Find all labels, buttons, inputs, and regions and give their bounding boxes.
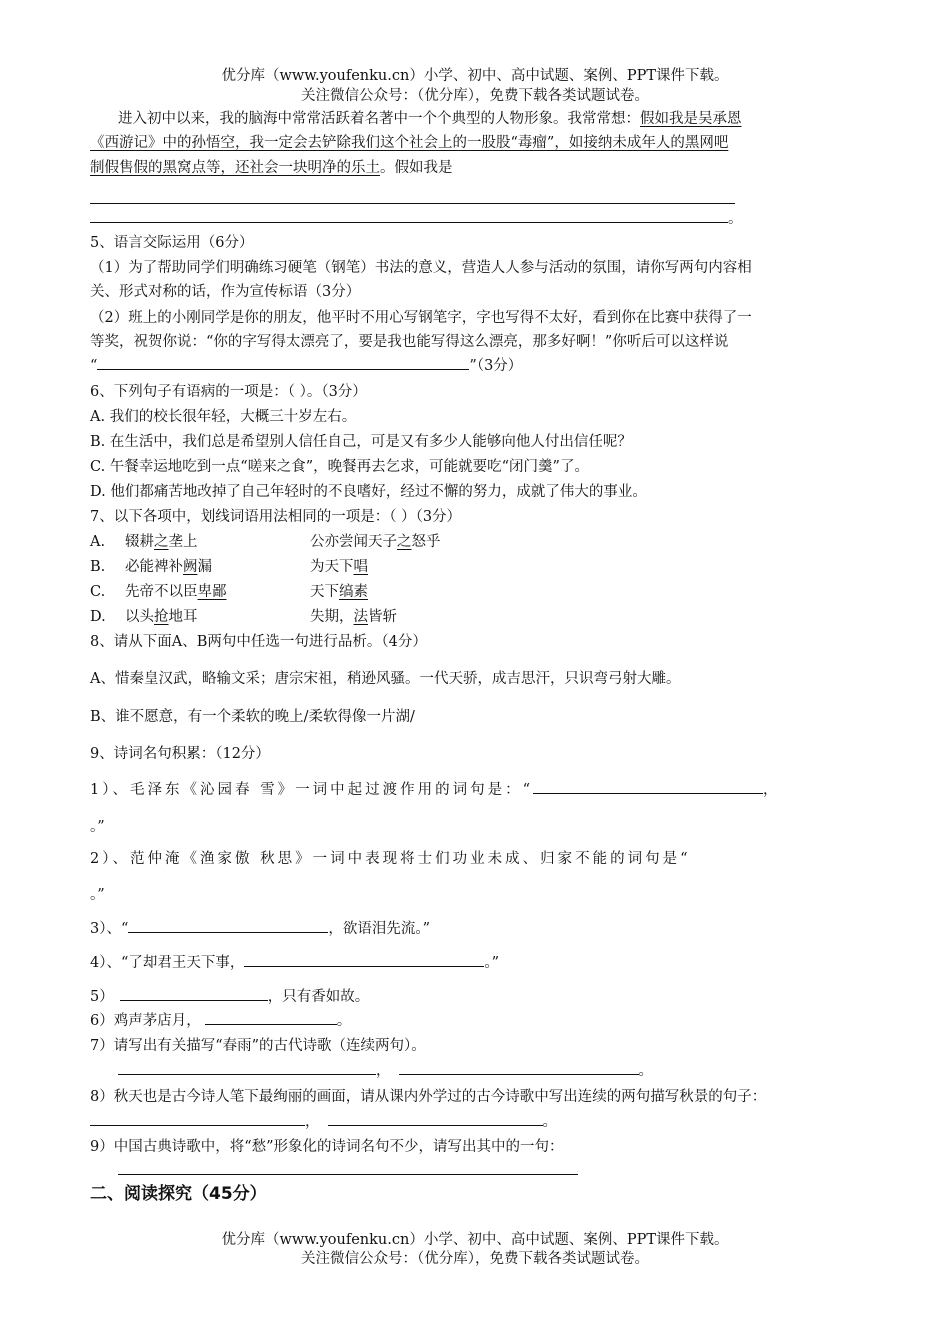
q6-option-c: C. 午餐幸运地吃到一点“嗟来之食”，晚餐再去乞求，可能就要吃“闭门羹”了。	[90, 459, 589, 475]
q5-title: 5、语言交际运用（6分）	[90, 235, 254, 251]
q7-option-a: A. 辍耕之垄上	[90, 534, 198, 550]
q8-title: 8、请从下面A、B两句中任选一句进行品析。（4分）	[90, 634, 427, 650]
q5-s1-line-1: （1）为了帮助同学们明确练习硬笔（钢笔）书法的意义，营造人人参与活动的氛围，请你写两句内容相	[90, 260, 752, 276]
header-line-1: 优分库（www.youfenku.cn）小学、初中、高中试题、案例、PPT课件下载。	[221, 68, 729, 84]
q8-sentence-b: B、谁不愿意，有一个柔软的晚上/柔软得像一片湖/	[90, 709, 415, 725]
q7-option-d: D. 以头抢地耳	[90, 609, 198, 625]
section-2-title: 二、阅读探究（45分）	[90, 1184, 267, 1204]
q8-sentence-a: A、惜秦皇汉武，略输文采；唐宗宋祖，稍逊风骚。一代天骄，成吉思汗，只识弯弓射大雕。	[90, 671, 681, 687]
q9-item-1-end: 。”	[90, 819, 105, 835]
q6-option-d: D. 他们都痛苦地改掉了自己年轻时的不良嗜好，经过不懈的努力，成就了伟大的事业。	[90, 484, 647, 500]
q9-blank-3[interactable]	[128, 918, 328, 933]
q7-option-d-right: 失期，法皆斩	[310, 609, 397, 625]
q9-item-3: 3）、“ ，欲语泪先流。”	[90, 918, 430, 940]
q9-item-8-answer: ， 。	[90, 1111, 557, 1133]
q6-option-b: B. 在生活中，我们总是希望别人信任自己，可是又有多少人能够向他人付出信任呢？	[90, 434, 632, 450]
q9-item-2: 2）、范仲淹《渔家傲 秋思》一词中表现将士们功业未成、归家不能的词句是“	[90, 851, 691, 867]
q7-option-b-right: 为天下唱	[310, 559, 368, 575]
q9-item-6: 6）鸡声茅店月， 。	[90, 1010, 351, 1032]
q9-blank-7a[interactable]	[118, 1060, 376, 1075]
q7-option-c: C. 先帝不以臣卑鄙	[90, 584, 227, 600]
q9-blank-9[interactable]	[118, 1160, 578, 1175]
q5-s1-line-2: 关、形式对称的话，作为宣传标语（3分）	[90, 284, 361, 300]
q6-option-a: A. 我们的校长很年轻，大概三十岁左右。	[90, 409, 357, 425]
q9-item-8: 8）秋天也是古今诗人笔下最绚丽的画面，请从课内外学过的古今诗歌中写出连续的两句描写秋景的句子：	[90, 1089, 767, 1105]
q9-item-1: 1）、毛泽东《沁园春 雪》一词中起过渡作用的词句是：“ ，	[90, 779, 781, 801]
footer-line-2: 关注微信公众号：（优分库），免费下载各类试题试卷。	[301, 1251, 649, 1267]
q5-s2-line-2: 等奖，祝贺你说：“你的字写得太漂亮了，要是我也能写得这么漂亮，那多好啊！”你听后可以这样说	[90, 334, 729, 350]
q5-s2-answer-line: “ ”（3分）	[90, 355, 522, 377]
q9-title: 9、诗词名句积累：（12分）	[90, 746, 270, 762]
q6-title: 6、下列句子有语病的一项是：（ ）。（3分）	[90, 384, 367, 400]
q9-blank-5[interactable]	[120, 986, 268, 1001]
q5-answer-blank[interactable]	[97, 355, 469, 370]
q9-blank-6[interactable]	[205, 1010, 337, 1025]
q9-item-4: 4）、“了却君王天下事， 。”	[90, 952, 499, 974]
q7-option-b: B. 必能裨补阙漏	[90, 559, 212, 575]
q9-item-7-answer: ， 。	[118, 1060, 653, 1082]
q9-item-9: 9）中国古典诗歌中，将“愁”形象化的诗词名句不少，请写出其中的一句：	[90, 1139, 564, 1155]
q9-blank-1[interactable]	[533, 779, 763, 794]
footer-line-1: 优分库（www.youfenku.cn）小学、初中、高中试题、案例、PPT课件下载。	[221, 1232, 729, 1248]
intro-line-3: 制假售假的黑窝点等，还社会一块明净的乐土。假如我是	[90, 160, 453, 176]
q7-option-a-right: 公亦尝闻天子之怒乎	[310, 534, 441, 550]
q5-s2-line-1: （2）班上的小刚同学是你的朋友，他平时不用心写钢笔字，字也写得不太好，看到你在比赛中获得了一	[90, 310, 752, 326]
answer-blank-intro-1[interactable]	[90, 187, 735, 204]
q9-blank-8a[interactable]	[90, 1111, 305, 1126]
intro-line-2: 《西游记》中的孙悟空，我一定会去铲除我们这个社会上的一股股“毒瘤”，如接纳未成年人的黑网吧	[90, 135, 729, 151]
q9-item-5: 5） ，只有香如故。	[90, 986, 369, 1008]
q9-item-7: 7）请写出有关描写“春雨”的古代诗歌（连续两句）。	[90, 1038, 426, 1054]
q9-blank-8b[interactable]	[328, 1111, 543, 1126]
q9-item-2-end: 。”	[90, 887, 105, 903]
header-line-2: 关注微信公众号：（优分库），免费下载各类试题试卷。	[301, 88, 649, 104]
answer-blank-intro-2[interactable]: 。	[90, 208, 743, 230]
intro-line-1: 进入初中以来，我的脑海中常常活跃着名著中一个个典型的人物形象。我常常想：假如我是吴承恩	[118, 111, 742, 127]
q7-title: 7、以下各项中，划线词语用法相同的一项是：（ ）（3分）	[90, 509, 462, 525]
q7-option-c-right: 天下缟素	[310, 584, 368, 600]
q9-blank-7b[interactable]	[399, 1060, 639, 1075]
q9-blank-4[interactable]	[244, 952, 484, 967]
